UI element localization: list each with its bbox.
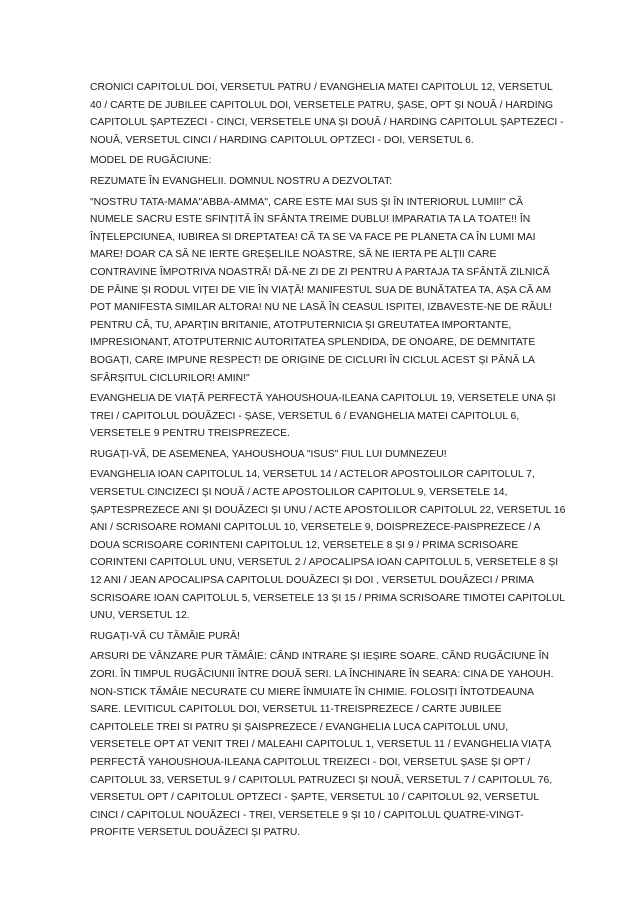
paragraph-pray-to-son: RUGAȚI-VĂ, DE ASEMENEA, YAHOUSHOUA "ISUS" FIUL LUI DUMNEZEU! <box>90 448 447 460</box>
paragraph-incense-instructions: ARSURI DE VÂNZARE PUR TĂMÂIE: CÂND INTRARE ȘI IEȘIRE SOARE. CÂND RUGĂCIUNE ÎN ZORI. ÎN TIMPUL RUGĂCIUNII ÎNTRE DOUĂ SERI. LA ÎNCHINARE ÎN SEARA: CINA DE YAHOUH. NON-STICK TĂMÂIE NECURATE CU MIERE ÎNMUIATE ÎN CHIMIE. FOLOSIȚI ÎNTOTDEAUNA SARE. LEVITICUL CAPITOLUL DOI, VERSETUL 11-TREISPREZECE / CARTE JUBILEE CAPITOLELE TREI SI PATRU ȘI ȘAISPREZECE / EVANGHELIA LUCA CAPITOLUL UNU, VERSETELE OPT AT VENIT TREI / MALEAHI CAPITOLUL 1, VERSETUL 11 / EVANGHELIA VIAȚA PERFECTĂ YAHOUSHOUA-ILEANA CAPITOLUL TREIZECI - DOI, VERSETUL ȘASE ȘI OPT / CAPITOLUL 33, VERSETUL 9 / CAPITOLUL PATRUZECI ȘI NOUĂ, VERSETUL 7 / CAPITOLUL 76, VERSETUL OPT / CAPITOLUL OPTZECI - ȘAPTE, VERSETUL 10 / CAPITOLUL 92, VERSETUL CINCI / CAPITOLUL NOUĂZECI - TREI, VERSETELE 9 ȘI 10 / CAPITOLUL QUATRE-VINGT-PROFITE VERSETUL DOUĂZECI ȘI PATRU. <box>90 651 554 839</box>
paragraph-prayer-model-heading: MODEL DE RUGĂCIUNE: <box>90 155 212 167</box>
document-body <box>90 79 566 845</box>
paragraph-gospel-summary: REZUMATE ÎN EVANGHELII. DOMNUL NOSTRU A DEZVOLTAT: <box>90 175 393 187</box>
paragraph-john-acts-references: EVANGHELIA IOAN CAPITOLUL 14, VERSETUL 14 / ACTELOR APOSTOLILOR CAPITOLUL 7, VERSETUL CINCIZECI ȘI NOUĂ / ACTE APOSTOLILOR CAPITOLUL 9, VERSETELE 14, ȘAPTESPREZECE ANI ȘI DOUĂZECI ȘI UNU / ACTE APOSTOLILOR CAPITOLUL 22, VERSETUL 16 ANI / SCRISOARE ROMANI CAPITOLUL 10, VERSETELE 9, DOISPREZECE-PAISPREZECE / A DOUA SCRISOARE CORINTENI CAPITOLUL 12, VERSETELE 8 ȘI 9 / PRIMA SCRISOARE CORINTENI CAPITOLUL UNU, VERSETUL 2 / APOCALIPSA IOAN CAPITOLUL 5, VERSETELE 8 ȘI 12 ANI / JEAN APOCALIPSA CAPITOLUL DOUĂZECI ȘI DOI , VERSETUL DOUĂZECI / PRIMA SCRISOARE IOAN CAPITOLUL 5, VERSETELE 13 ȘI 15 / PRIMA SCRISOARE TIMOTEI CAPITOLUL UNU, VERSETUL 12. <box>90 469 566 622</box>
paragraph-scripture-references: CRONICI CAPITOLUL DOI, VERSETUL PATRU / EVANGHELIA MATEI CAPITOLUL 12, VERSETUL 40 / CARTE DE JUBILEE CAPITOLUL DOI, VERSETELE PATRU, ȘASE, OPT ȘI NOUĂ / HARDING CAPITOLUL ȘAPTEZECI - CINCI, VERSETELE UNA ȘI DOUĂ / HARDING CAPITOLUL ȘAPTEZECI - NOUĂ, VERSETUL CINCI / HARDING CAPITOLUL OPTZECI - DOI, VERSETUL 6. <box>90 82 564 146</box>
paragraph-gospel-references: EVANGHELIA DE VIAȚĂ PERFECTĂ YAHOUSHOUA-ILEANA CAPITOLUL 19, VERSETELE UNA ȘI TREI / CAPITOLUL DOUĂZECI - ȘASE, VERSETUL 6 / EVANGHELIA MATEI CAPITOLUL 6, VERSETELE 9 PENTRU TREISPREZECE. <box>90 393 556 440</box>
paragraph-incense-heading: RUGAȚI-VĂ CU TĂMÂIE PURĂ! <box>90 630 240 642</box>
paragraph-prayer-text: "NOSTRU TATA-MAMA"ABBA-AMMA", CARE ESTE MAI SUS ȘI ÎN INTERIORUL LUMII!" CĂ NUMELE SACRU ESTE SFINȚITĂ ÎN SFÂNTA TREIME DUBLU! IMPARATIA TA LA TOATE!! ÎN ÎNȚELEPCIUNEA, IUBIREA SI DREPTATEA! CĂ TA SE VA FACE PE PLANETA CA ÎN LUMI MAI MARE! DOAR CA SĂ NE IERTE GREȘELILE NOASTRE, SĂ NE IERTA PE ALȚII CARE CONTRAVINE ÎMPOTRIVA NOASTRĂ! DĂ-NE ZI DE ZI PENTRU A PARTAJA TA SFÂNTĂ ZILNICĂ DE PÂINE ȘI RODUL VIȚEI DE VIE ÎN VIAȚĂ! MANIFESTUL SUA DE BUNĂTATEA TA, AȘA CĂ AM POT MANIFESTA SIMILAR ALTORA! NU NE LASĂ ÎN CEASUL ISPITEI, IZBAVESTE-NE DE RĂUL! PENTRU CĂ, TU, APARȚIN BRITANIE, ATOTPUTERNICIA ȘI GREUTATEA IMPORTANTE, IMPRESIONANT, ATOTPUTERNIC AUTORITATEA SPLENDIDA, DE ONOARE, DE DEMNITATE BOGAȚI, CARE IMPUNE RESPECT! DE ORIGINE DE CICLURI ÎN CICLUL ACEST ȘI PÂNĂ LA SFÂRȘITUL CICLURILOR! AMIN!" <box>90 196 552 384</box>
